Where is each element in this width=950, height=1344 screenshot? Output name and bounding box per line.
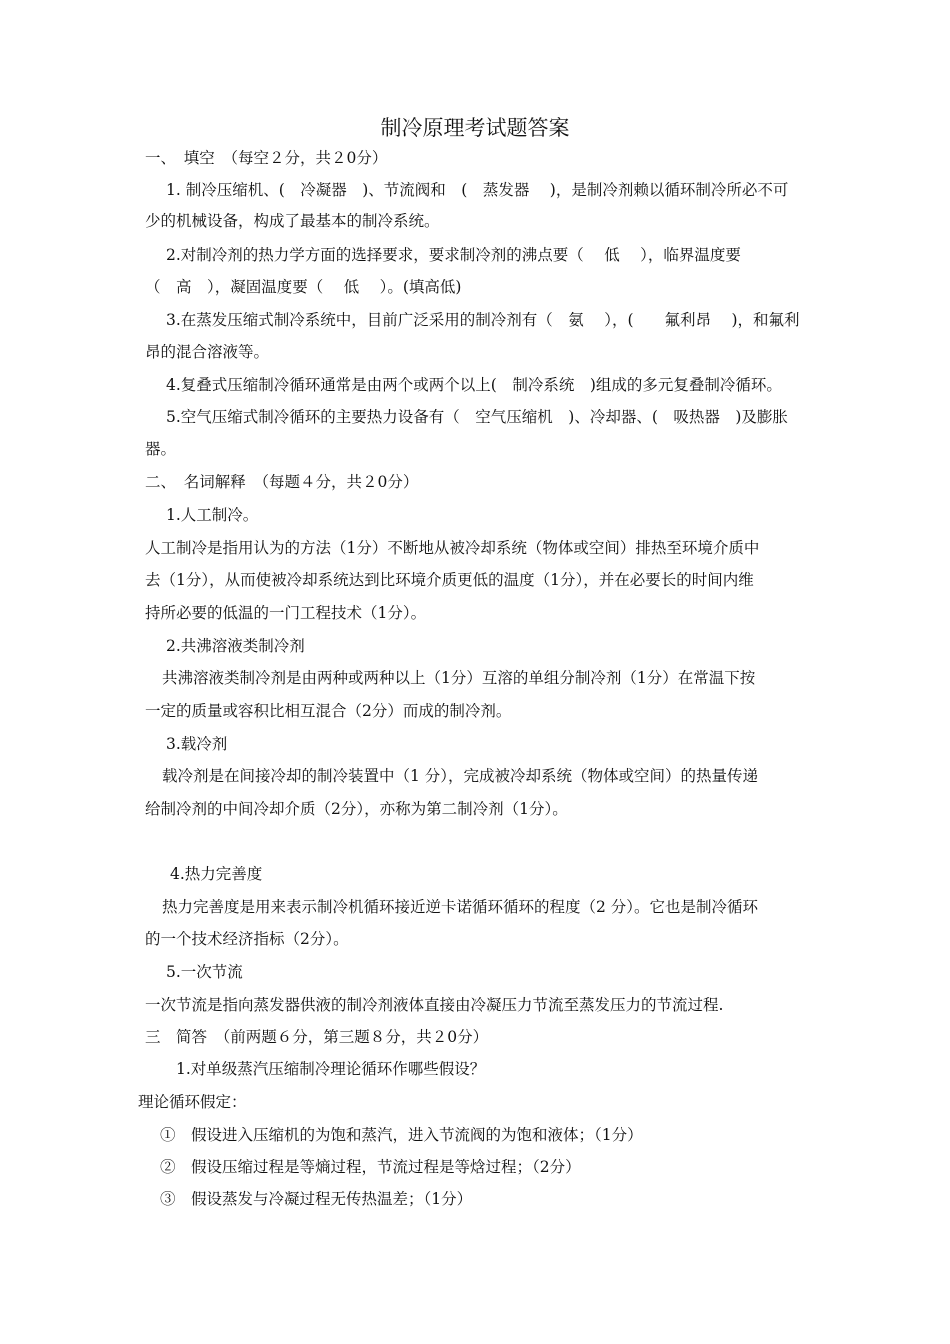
term-3-line1: 载冷剂是在间接冷却的制冷装置中（1 分），完成被冷却系统（物体或空间）的热量传递 — [162, 767, 759, 785]
term-2-line1: 共沸溶液类制冷剂是由两种或两种以上（1分）互溶的单组分制冷剂（1分）在常温下按 — [162, 669, 756, 687]
fill-blank-q5-line2: 器。 — [145, 440, 177, 458]
term-4-line1: 热力完善度是用来表示制冷机循环接近逆卡诺循环循环的程度（2 分）。它也是制冷循环 — [162, 898, 759, 916]
term-3-label: 3.载冷剂 — [166, 735, 228, 753]
assumption-item-1: ① 假设进入压缩机的为饱和蒸汽，进入节流阀的为饱和液体；（1分） — [160, 1126, 643, 1144]
term-4-label: 4.热力完善度 — [170, 865, 263, 883]
fill-blank-q3-line2: 昂的混合溶液等。 — [145, 343, 270, 361]
term-2-label: 2.共沸溶液类制冷剂 — [166, 637, 305, 655]
term-5-line1: 一次节流是指向蒸发器供液的制冷剂液体直接由冷凝压力节流至蒸发压力的节流过程. — [145, 996, 724, 1014]
short-answer-q1: 1.对单级蒸汽压缩制冷理论循环作哪些假设？ — [176, 1060, 486, 1078]
assumption-item-2: ② 假设压缩过程是等熵过程，节流过程是等焓过程；（2分） — [160, 1158, 581, 1176]
term-1-line2: 去（1分），从而使被冷却系统达到比环境介质更低的温度（1分），并在必要长的时间内维 — [145, 571, 754, 589]
section-1-heading: 一、 填空 （每空２分，共２0分） — [145, 149, 388, 167]
fill-blank-q2-line2: （ 高 ），凝固温度要（ 低 ）。(填高低) — [145, 278, 462, 296]
fill-blank-q3-line1: 3.在蒸发压缩式制冷系统中，目前广泛采用的制冷剂有（ 氨 ），( 氟利昂 )，和氟利 — [166, 311, 800, 329]
section-3-heading: 三 简答 （前两题６分，第三题８分，共２0分） — [145, 1028, 489, 1046]
term-1-line3: 持所必要的低温的一门工程技术（1分）。 — [145, 604, 427, 622]
assumption-item-3: ③ 假设蒸发与冷凝过程无传热温差；（1分） — [160, 1190, 473, 1208]
fill-blank-q1-line1: 1. 制冷压缩机、( 冷凝器 )、节流阀和 ( 蒸发器 )，是制冷剂赖以循环制冷所必不可 — [166, 181, 789, 199]
term-1-label: 1.人工制冷。 — [166, 506, 259, 524]
term-2-line2: 一定的质量或容积比相互混合（2分）而成的制冷剂。 — [145, 702, 512, 720]
term-5-label: 5.一次节流 — [166, 963, 243, 981]
fill-blank-q1-line2: 少的机械设备，构成了最基本的制冷系统。 — [145, 212, 440, 230]
fill-blank-q5-line1: 5.空气压缩式制冷循环的主要热力设备有（ 空气压缩机 )、冷却器、( 吸热器 )及膨胀 — [166, 408, 788, 426]
answer-intro: 理论循环假定： — [138, 1093, 247, 1111]
document-title: 制冷原理考试题答案 — [380, 116, 570, 140]
section-2-heading: 二、 名词解释 （每题４分，共２0分） — [145, 473, 419, 491]
term-1-line1: 人工制冷是指用认为的方法（1分）不断地从被冷却系统（物体或空间）排热至环境介质中 — [145, 539, 760, 557]
term-3-line2: 给制冷剂的中间冷却介质（2分），亦称为第二制冷剂（1分）。 — [145, 800, 568, 818]
term-4-line2: 的一个技术经济指标（2分）。 — [145, 930, 349, 948]
fill-blank-q4: 4.复叠式压缩制冷循环通常是由两个或两个以上( 制冷系统 )组成的多元复叠制冷循环。 — [166, 376, 782, 394]
fill-blank-q2-line1: 2.对制冷剂的热力学方面的选择要求，要求制冷剂的沸点要（ 低 ），临界温度要 — [166, 246, 741, 264]
